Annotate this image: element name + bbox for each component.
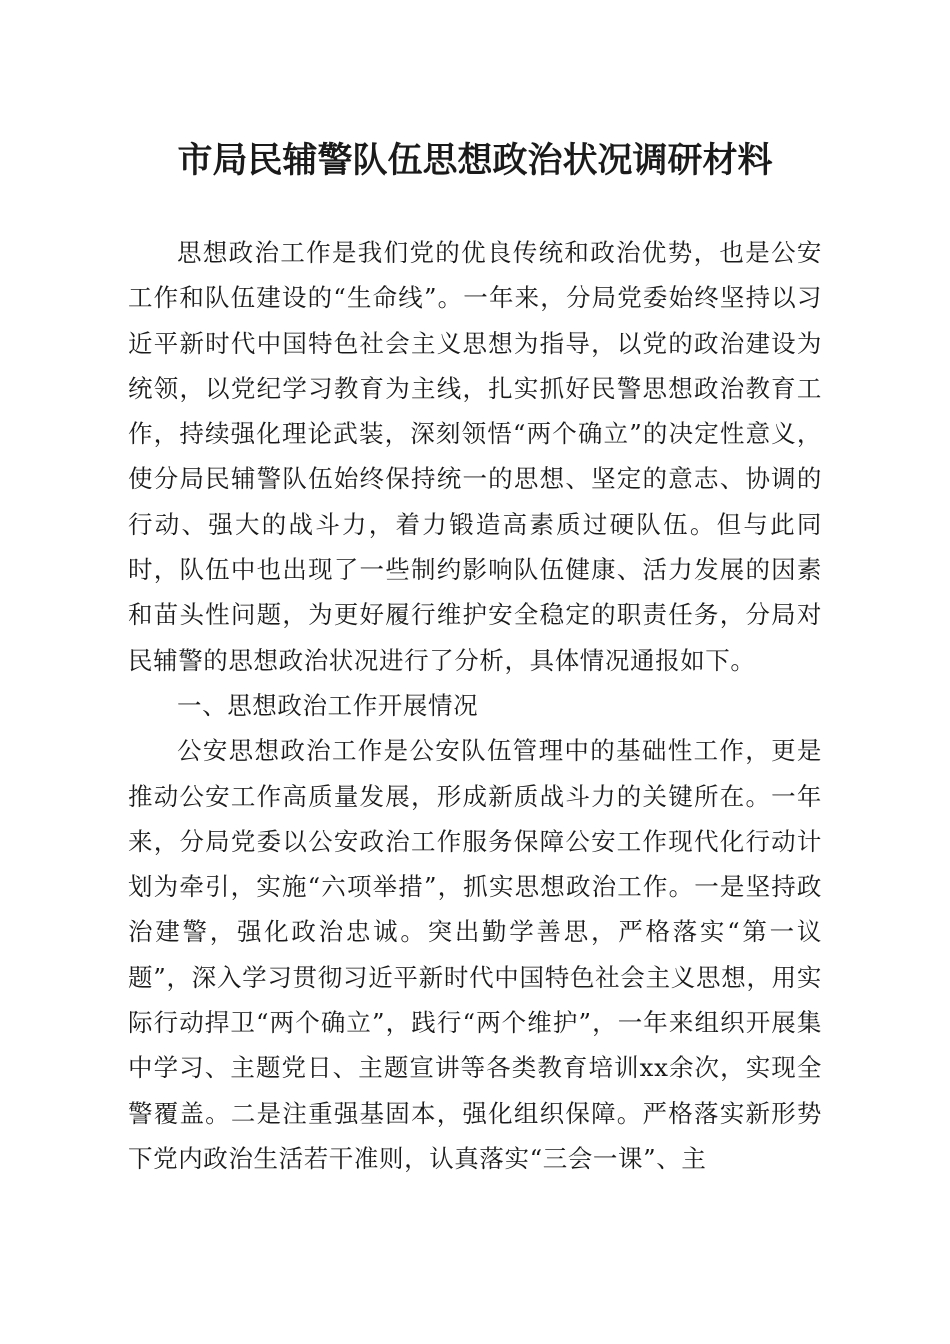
document-title: 市局民辅警队伍思想政治状况调研材料 <box>177 140 773 181</box>
intro-paragraph: 思想政治工作是我们党的优良传统和政治优势，也是公安工作和队伍建设的“生命线”。一年来，分局党委始终坚持以习近平新时代中国特色社会主义思想为指导，以党的政治建设为统领，以党纪学习教育为主线，扎实抓好民警思想政治教育工作，持续强化理论武装，深刻领悟“两个确立”的决定性意义，使分局民辅警队伍始终保持统一的思想、坚定的意志、协调的行动、强大的战斗力，着力锻造高素质过硬队伍。但与此同时，队伍中也出现了一些制约影响队伍健康、活力发展的因素和苗头性问题，为更好履行维护安全稳定的职责任务，分局对民辅警的思想政治状况进行了分析，具体情况通报如下。 <box>128 238 822 675</box>
section-paragraph: 公安思想政治工作是公安队伍管理中的基础性工作，更是推动公安工作高质量发展，形成新质战斗力的关键所在。一年来，分局党委以公安政治工作服务保障公安工作现代化行动计划为牵引，实施“六项举措”，抓实思想政治工作。一是坚持政治建警，强化政治忠诚。突出勤学善思，严格落实“第一议题”，深入学习贯彻习近平新时代中国特色社会主义思想，用实际行动捍卫“两个确立”，践行“两个维护”，一年来组织开展集中学习、主题党日、主题宣讲等各类教育培训xx余次，实现全警覆盖。二是注重强基固本，强化组织保障。严格落实新形势下党内政治生活若干准则，认真落实“三会一课”、主 <box>128 736 822 1173</box>
document-body <box>128 230 822 1181</box>
section-heading: 一、思想政治工作开展情况 <box>177 690 479 720</box>
